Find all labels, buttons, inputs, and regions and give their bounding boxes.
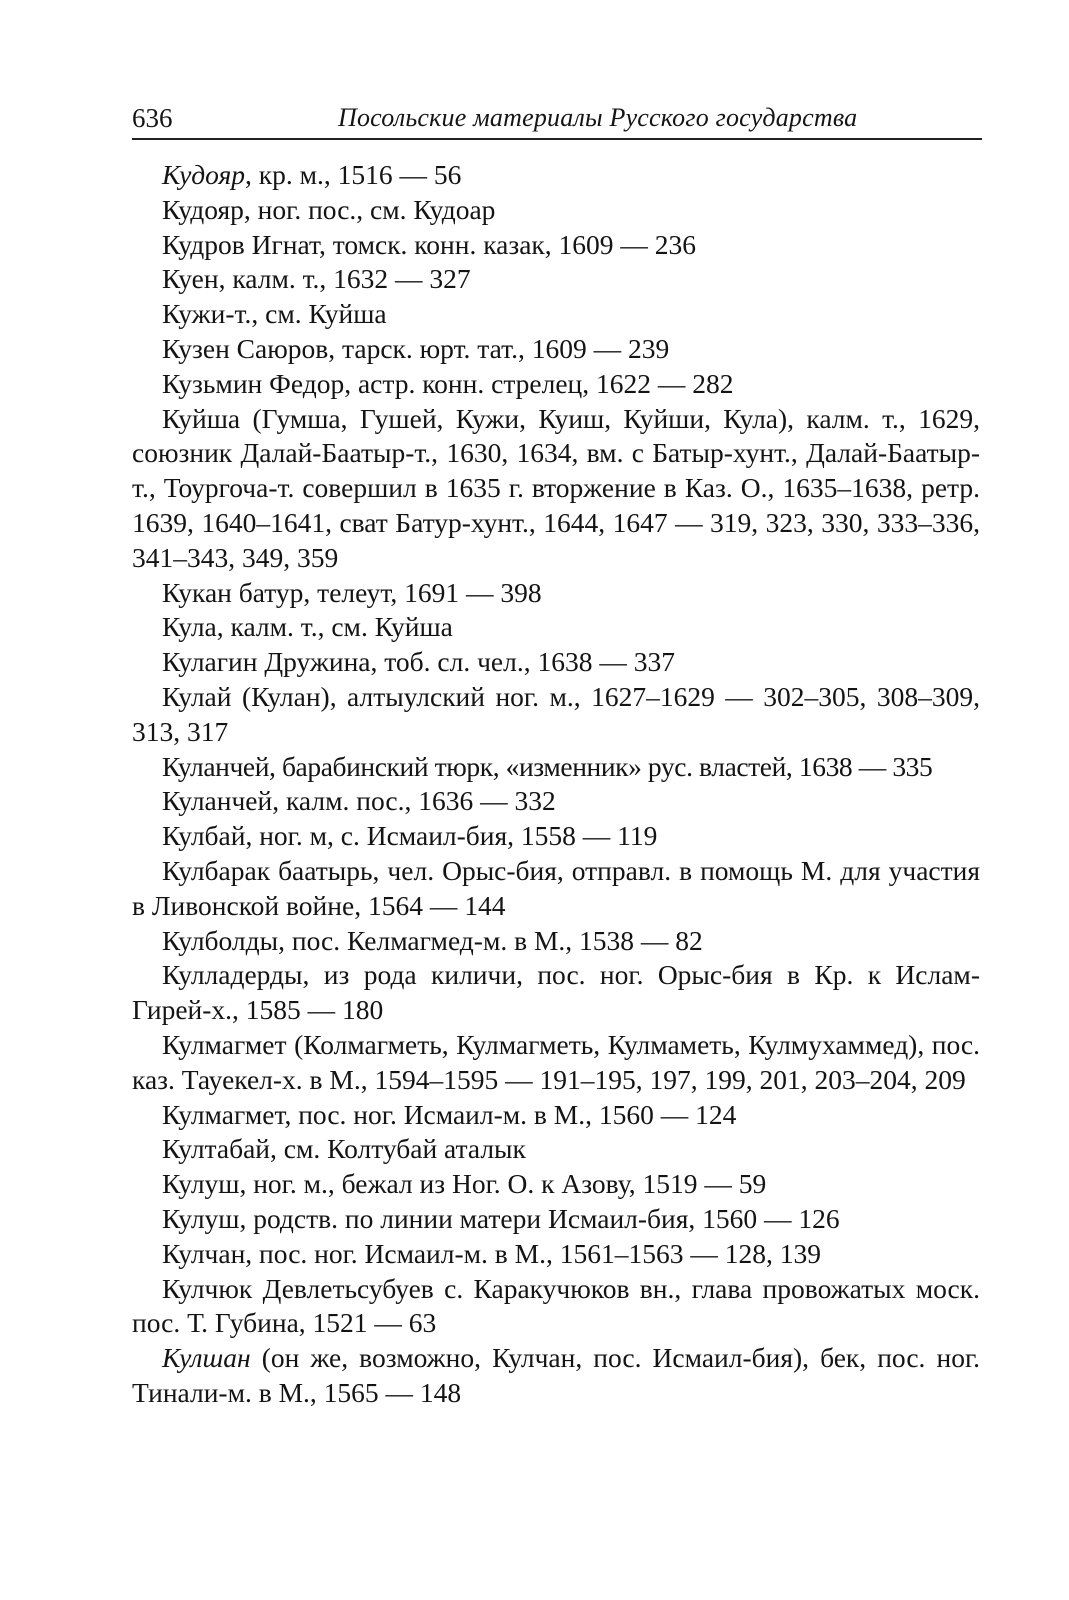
entry-text: , калм. т., см. Куйша bbox=[216, 611, 453, 643]
entry-text: , см. Колтубай аталык bbox=[270, 1133, 526, 1165]
index-entry bbox=[132, 854, 980, 924]
entry-headword: Кулчюк Девлетьсубуев bbox=[162, 1272, 434, 1304]
index-entry bbox=[132, 1202, 980, 1237]
entry-text: , барабинский тюрк, «изменник» рус. властей, 1638 — 335 bbox=[269, 750, 933, 782]
entry-headword: Кулболды bbox=[162, 924, 279, 956]
index-entry bbox=[132, 958, 980, 1028]
entry-headword: Кулмагмет bbox=[162, 1098, 285, 1130]
index-entry bbox=[132, 228, 980, 263]
index-entry bbox=[132, 645, 980, 680]
entry-headword: Куйша bbox=[162, 402, 241, 434]
index-entry bbox=[132, 262, 980, 297]
entry-headword: Кукан батур bbox=[162, 576, 304, 608]
index-entry bbox=[132, 610, 980, 645]
entry-text: , кр. м., 1516 — 56 bbox=[245, 159, 462, 190]
entry-text: , см. Куйша bbox=[251, 298, 387, 330]
entry-text: , пос. ног. Исмаил-м. в М., 1560 — 124 bbox=[284, 1098, 737, 1130]
entry-text: , пос. Келмагмед-м. в М., 1538 — 82 bbox=[278, 924, 703, 956]
index-entry bbox=[132, 1237, 980, 1272]
entry-text: , чел. Орыс-бия, отправл. в помощь М. для участия в Ливонской войне, 1564 — 144 bbox=[132, 854, 980, 921]
index-entry bbox=[132, 1028, 980, 1098]
entry-headword: Култабай bbox=[162, 1133, 271, 1165]
index-entry bbox=[132, 1167, 980, 1202]
entry-headword: Кулмагмет bbox=[162, 1028, 287, 1060]
page-header bbox=[132, 100, 980, 136]
entry-text: , ног. м, с. Исмаил-бия, 1558 — 119 bbox=[245, 820, 658, 852]
entry-text: , пос. ног. Исмаил-м. в М., 1561–1563 — 128, 139 bbox=[245, 1237, 821, 1269]
entry-headword: Кулбарак баатырь bbox=[162, 854, 373, 886]
index-entry bbox=[132, 193, 980, 228]
entry-headword: Кулуш bbox=[162, 1168, 240, 1200]
index-entry bbox=[132, 367, 980, 402]
entry-headword: Кузьмин Федор bbox=[162, 367, 345, 399]
entry-text: , ног. м., бежал из Ног. О. к Азову, 1519 — 59 bbox=[239, 1168, 767, 1200]
entry-headword: Кулагин Дружина bbox=[162, 646, 371, 678]
entry-headword: Кудров Игнат bbox=[162, 228, 319, 260]
entry-headword: Куен bbox=[162, 263, 219, 295]
entry-headword: Кулай bbox=[162, 680, 232, 712]
entry-headword: Кулладерды bbox=[162, 959, 303, 991]
index-entry bbox=[132, 1272, 980, 1342]
entry-headword: Кулбай bbox=[162, 820, 246, 852]
index-entry bbox=[132, 576, 980, 611]
entry-text: , тоб. сл. чел., 1638 — 337 bbox=[370, 646, 675, 678]
entry-headword: Куланчей bbox=[162, 750, 270, 782]
entry-text: (он же, возможно, Кулчан, пос. Исмаил-бия), бек, пос. ног. Тинали-м. в М., 1565 — 148 bbox=[132, 1342, 980, 1408]
index-entry bbox=[132, 784, 980, 819]
index-entry bbox=[132, 1132, 980, 1167]
entry-headword: Кулчан bbox=[162, 1237, 246, 1269]
entry-text: , ног. пос., см. Кудоар bbox=[243, 193, 496, 225]
page-number: 636 bbox=[132, 103, 173, 133]
entry-text: (Колмагметь, Кулмагметь, Кулмаметь, Кулмухаммед), пос. каз. Тауекел-х. в М., 1594–1595 — 191–195, 197, 199, 201, 203–204, 209 bbox=[132, 1028, 980, 1095]
index-entry bbox=[132, 680, 980, 750]
index-entries bbox=[132, 158, 980, 1411]
index-entry bbox=[132, 750, 980, 785]
entry-text: (Кулан), алтыулский ног. м., 1627–1629 — 302–305, 308–309, 313, 317 bbox=[132, 680, 980, 747]
header-rule bbox=[132, 138, 982, 140]
index-entry bbox=[132, 332, 980, 367]
entry-headword: Куланчей bbox=[162, 785, 273, 817]
index-entry bbox=[132, 924, 980, 959]
entry-headword: Кудояр bbox=[162, 159, 246, 190]
entry-text: , калм. пос., 1636 — 332 bbox=[272, 785, 556, 817]
index-entry bbox=[132, 1098, 980, 1133]
entry-headword: Кудояр bbox=[162, 193, 244, 225]
entry-text: , томск. конн. казак, 1609 — 236 bbox=[318, 228, 697, 260]
entry-headword: Кулуш bbox=[162, 1202, 240, 1234]
entry-headword: Кужи-т. bbox=[162, 298, 252, 330]
entry-text: , телеут, 1691 — 398 bbox=[303, 576, 542, 608]
index-entry bbox=[132, 297, 980, 332]
entry-headword: Кузен Саюров bbox=[162, 332, 329, 364]
entry-headword: Кула bbox=[162, 611, 217, 643]
entry-text: , из рода киличи, пос. ног. Орыс-бия в Кр. к Ислам-Гирей-х., 1585 — 180 bbox=[132, 959, 980, 1026]
index-entry bbox=[132, 1341, 980, 1411]
entry-text: , тарск. юрт. тат., 1609 — 239 bbox=[328, 332, 670, 364]
index-entry bbox=[132, 819, 980, 854]
index-entry bbox=[132, 158, 980, 193]
entry-text: с. Каракучюков вн., глава провожатых моск. пос. Т. Губина, 1521 — 63 bbox=[132, 1272, 980, 1339]
index-entry bbox=[132, 402, 980, 576]
entry-text: , родств. по линии матери Исмаил-бия, 1560 — 126 bbox=[239, 1202, 840, 1234]
entry-headword: Кулшан bbox=[162, 1342, 251, 1374]
entry-text: , калм. т., 1632 — 327 bbox=[218, 263, 471, 295]
running-title: Посольские материалы Русского государства bbox=[338, 103, 858, 132]
entry-text: , астр. конн. стрелец, 1622 — 282 bbox=[344, 367, 734, 399]
entry-text: (Гумша, Гушей, Кужи, Куиш, Куйши, Кула), калм. т., 1629, союзник Далай-Баатыр-т., 1630, 1634, вм. с Батыр-хунт., Далай-Баатыр-т., Тоургоча-т. совершил в 1635 г. вторжение в Каз. О., 1635–1638, ретр. 1639, 1640–1641, сват Батур-хунт., 1644, 1647 — 319, 323, 330, 333–336, 341–343, 349, 359 bbox=[132, 402, 980, 573]
